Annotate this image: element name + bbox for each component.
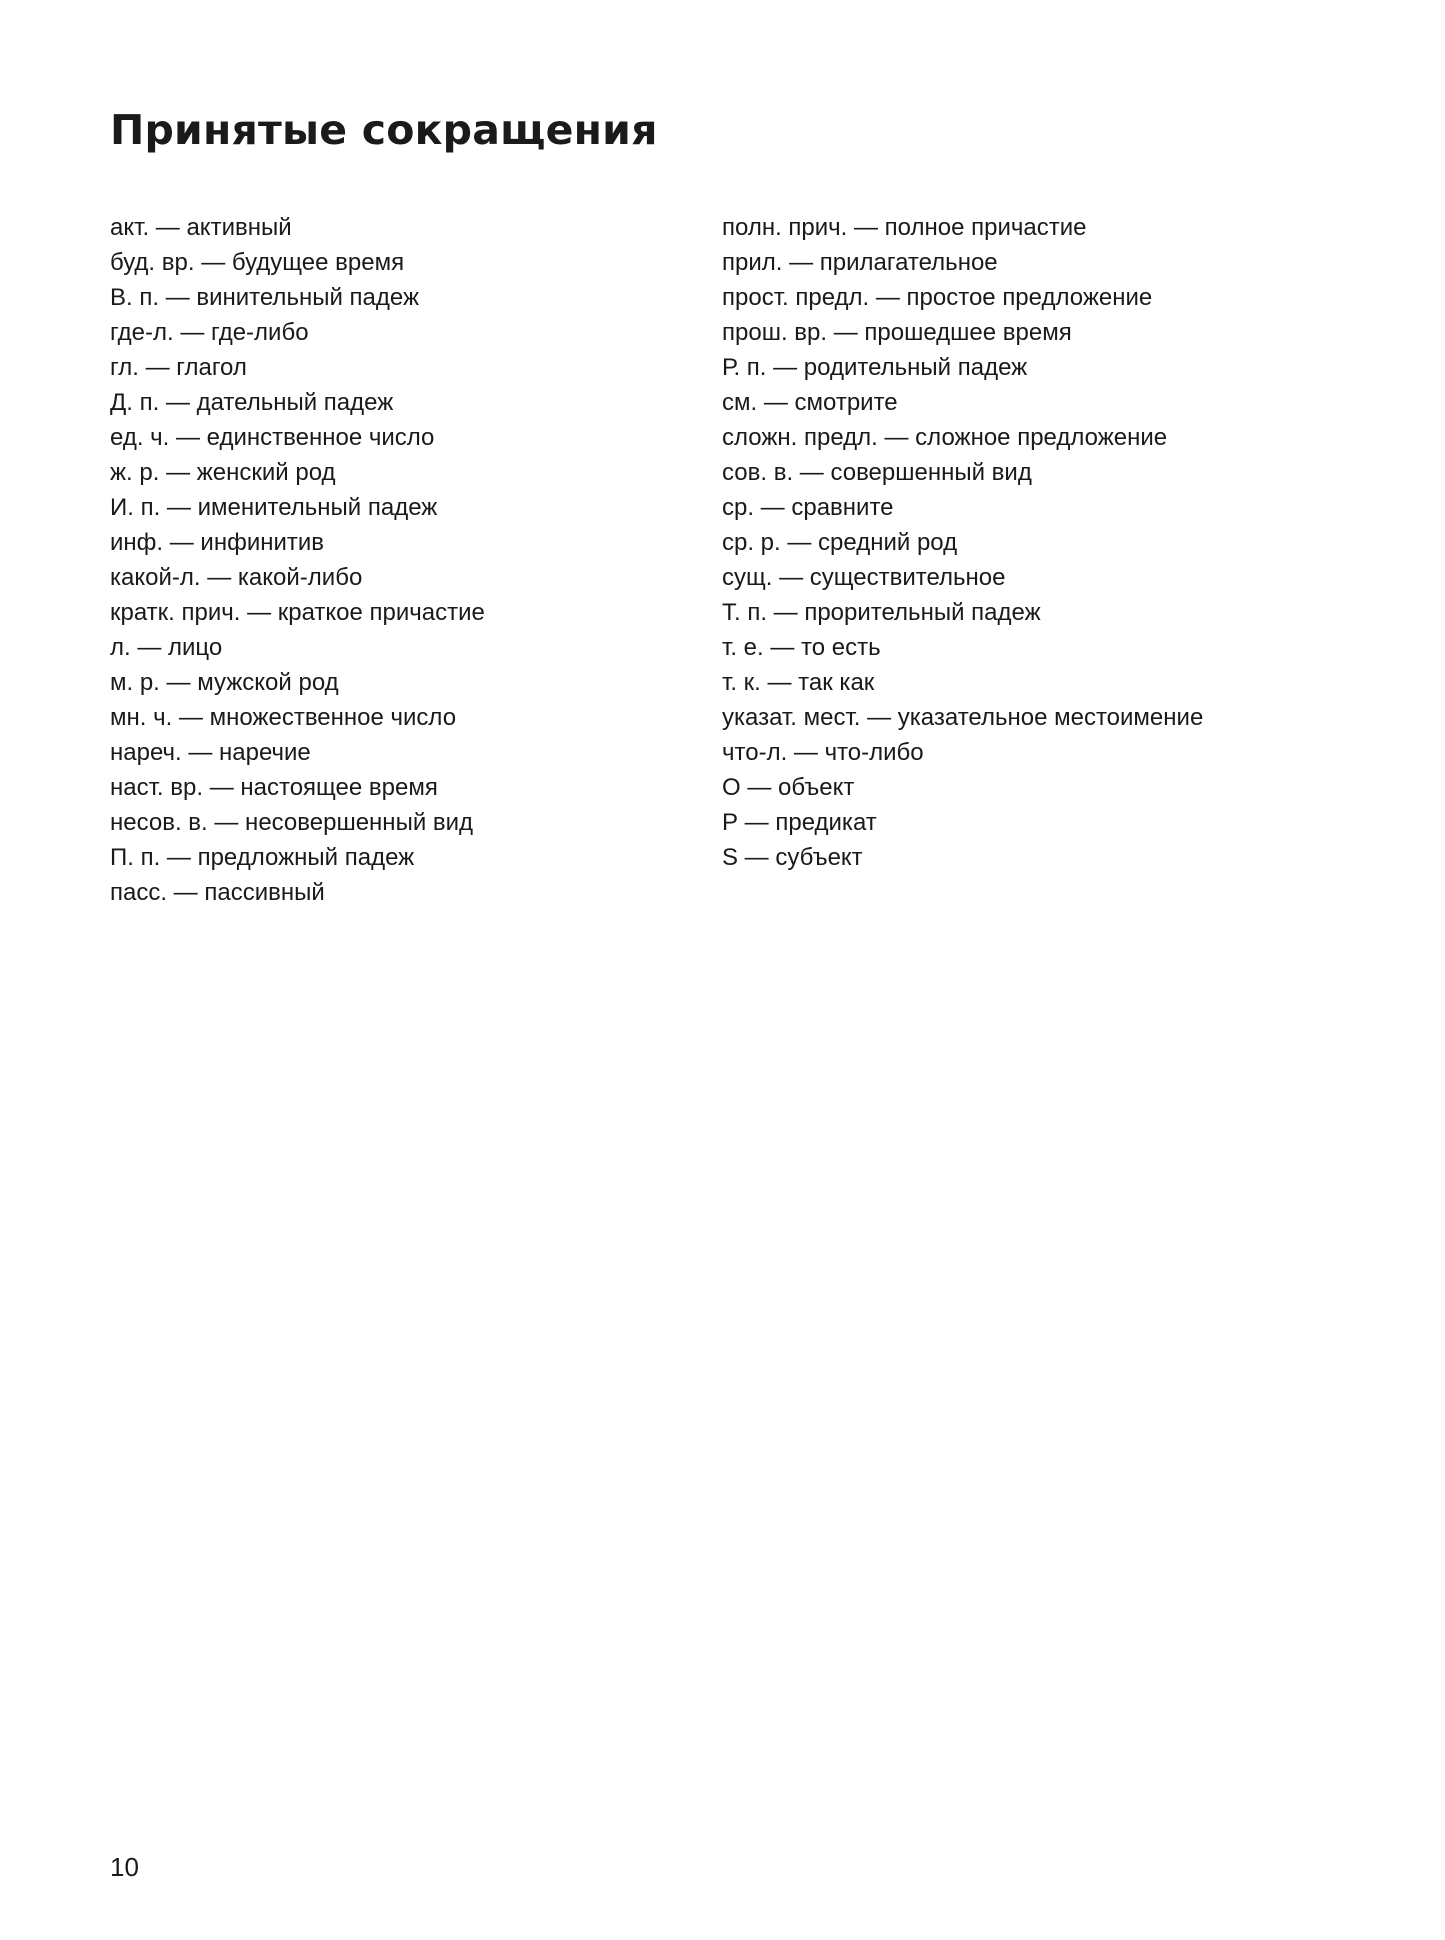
abbreviation-entry: буд. вр. — будущее время [110,249,405,276]
abbreviation-entry: прош. вр. — прошедшее время [722,319,1072,346]
abbreviation-entry: прост. предл. — простое предложение [722,284,1153,311]
abbreviation-entry: О — объект [722,774,855,801]
abbreviation-entry: мн. ч. — множественное число [110,704,457,731]
page-number: 10 [110,1852,139,1882]
abbreviation-entry: В. п. — винительный падеж [110,284,419,311]
abbreviation-entry: т. к. — так как [722,669,875,696]
abbreviation-entry: сов. в. — совершенный вид [722,459,1032,486]
abbreviation-entry: И. п. — именительный падеж [110,494,438,521]
abbreviation-entry: Т. п. — прорительный падеж [722,599,1041,626]
abbreviation-entry: гл. — глагол [110,354,247,381]
abbreviation-entry: полн. прич. — полное причастие [722,214,1087,241]
abbreviation-entry: Р — предикат [722,809,877,836]
page-title: Принятые сокращения [110,106,658,154]
abbreviation-entry: м. р. — мужской род [110,669,339,696]
abbreviation-entry: наст. вр. — настоящее время [110,774,438,801]
abbreviation-entry: л. — лицо [110,634,223,661]
abbreviation-entry: ед. ч. — единственное число [110,424,435,451]
abbreviation-entry: П. п. — предложный падеж [110,844,415,871]
abbreviation-entry: акт. — активный [110,214,292,241]
abbreviation-entry: сущ. — существительное [722,564,1006,591]
abbreviation-entry: см. — смотрите [722,389,898,416]
abbreviation-entry: Д. п. — дательный падеж [110,389,394,416]
abbreviation-entry: ср. р. — средний род [722,529,958,556]
abbreviations-column-left [110,210,700,910]
abbreviation-entry: пасс. — пассивный [110,879,325,906]
abbreviation-entry: ж. р. — женский род [110,459,336,486]
abbreviation-entry: что-л. — что-либо [722,739,924,766]
abbreviation-entry: несов. в. — несовершенный вид [110,809,474,836]
abbreviation-entry: т. е. — то есть [722,634,881,661]
abbreviation-entry: кратк. прич. — краткое причастие [110,599,485,626]
abbreviation-entry: какой-л. — какой-либо [110,564,363,591]
abbreviation-entry: Р. п. — родительный падеж [722,354,1028,381]
abbreviation-entry: указат. мест. — указательное местоимение [722,704,1204,731]
abbreviation-entry: сложн. предл. — сложное предложение [722,424,1168,451]
abbreviation-entry: нареч. — наречие [110,739,311,766]
abbreviations-column-right [722,210,1362,875]
abbreviation-entry: S — субъект [722,844,863,871]
abbreviation-entry: ср. — сравните [722,494,894,521]
abbreviation-entry: где-л. — где-либо [110,319,309,346]
abbreviation-entry: инф. — инфинитив [110,529,325,556]
abbreviation-entry: прил. — прилагательное [722,249,998,276]
